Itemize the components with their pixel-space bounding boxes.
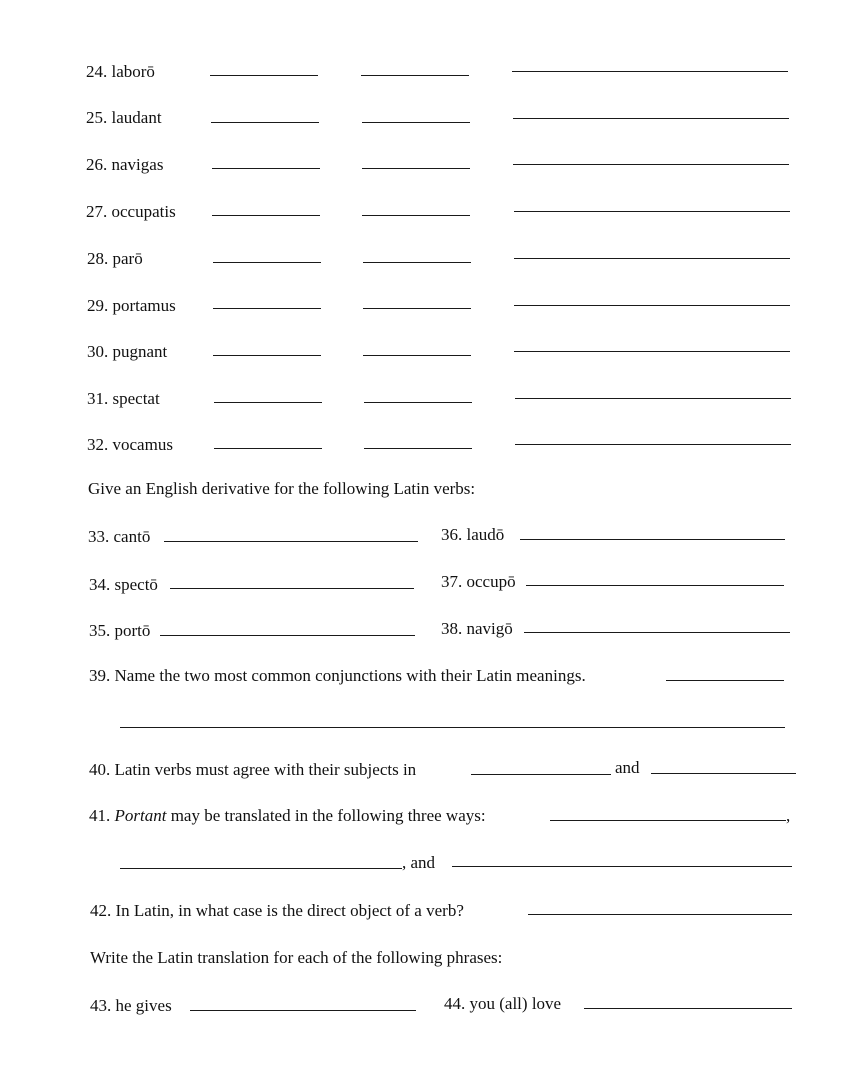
answer-blank[interactable] <box>213 308 321 309</box>
item-label: 38. navigō <box>441 619 513 638</box>
answer-blank[interactable] <box>212 168 320 169</box>
answer-blank[interactable] <box>120 727 785 728</box>
answer-blank[interactable] <box>364 402 472 403</box>
comma: , <box>786 806 791 825</box>
answer-blank[interactable] <box>514 258 790 259</box>
answer-blank[interactable] <box>514 351 790 352</box>
answer-blank[interactable] <box>452 866 792 867</box>
answer-blank[interactable] <box>584 1008 792 1009</box>
answer-blank[interactable] <box>520 539 785 540</box>
answer-blank[interactable] <box>550 820 786 821</box>
answer-blank[interactable] <box>526 585 784 586</box>
answer-blank[interactable] <box>362 215 470 216</box>
answer-blank[interactable] <box>515 398 791 399</box>
answer-blank[interactable] <box>213 355 321 356</box>
item-label: 31. spectat <box>87 389 160 408</box>
answer-blank[interactable] <box>514 305 790 306</box>
answer-blank[interactable] <box>363 308 471 309</box>
item-label: 27. occupatis <box>86 202 176 221</box>
item-label: 35. portō <box>89 621 151 640</box>
item-label: 25. laudant <box>86 108 162 127</box>
answer-blank[interactable] <box>214 448 322 449</box>
answer-blank[interactable] <box>362 168 470 169</box>
answer-blank[interactable] <box>513 118 789 119</box>
answer-blank[interactable] <box>120 868 402 869</box>
item-label: 34. spectō <box>89 575 158 594</box>
item-label: 44. you (all) love <box>444 994 562 1013</box>
answer-blank[interactable] <box>213 262 321 263</box>
answer-blank[interactable] <box>170 588 414 589</box>
answer-blank[interactable] <box>512 71 788 72</box>
answer-blank[interactable] <box>363 355 471 356</box>
item-label: 43. he gives <box>90 996 172 1015</box>
question-39: 39. Name the two most common conjunctions with their Latin meanings. <box>89 666 586 685</box>
answer-blank[interactable] <box>651 773 796 774</box>
answer-blank[interactable] <box>160 635 415 636</box>
answer-blank[interactable] <box>513 164 789 165</box>
and-text: and <box>615 758 640 777</box>
item-label: 29. portamus <box>87 296 176 315</box>
item-label: 36. laudō <box>441 525 505 544</box>
answer-blank[interactable] <box>164 541 418 542</box>
answer-blank[interactable] <box>364 448 472 449</box>
item-label: 37. occupō <box>441 572 516 591</box>
item-label: 26. navigas <box>86 155 164 174</box>
answer-blank[interactable] <box>210 75 318 76</box>
question-40: 40. Latin verbs must agree with their subjects in <box>89 760 417 779</box>
answer-blank[interactable] <box>515 444 791 445</box>
item-label: 33. cantō <box>88 527 151 546</box>
answer-blank[interactable] <box>212 215 320 216</box>
answer-blank[interactable] <box>190 1010 416 1011</box>
item-label: 32. vocamus <box>87 435 173 454</box>
section-heading: Give an English derivative for the following Latin verbs: <box>88 479 476 498</box>
question-42: 42. In Latin, in what case is the direct object of a verb? <box>90 901 464 920</box>
answer-blank[interactable] <box>361 75 469 76</box>
answer-blank[interactable] <box>524 632 790 633</box>
answer-blank[interactable] <box>214 402 322 403</box>
question-41: 41. Portant may be translated in the following three ways: <box>89 806 486 825</box>
answer-blank[interactable] <box>211 122 319 123</box>
answer-blank[interactable] <box>471 774 611 775</box>
and-text: , and <box>402 853 436 872</box>
answer-blank[interactable] <box>362 122 470 123</box>
item-label: 28. parō <box>87 249 143 268</box>
answer-blank[interactable] <box>528 914 792 915</box>
answer-blank[interactable] <box>514 211 790 212</box>
answer-blank[interactable] <box>666 680 784 681</box>
item-label: 24. laborō <box>86 62 155 81</box>
answer-blank[interactable] <box>363 262 471 263</box>
section-heading: Write the Latin translation for each of the following phrases: <box>90 948 503 967</box>
latin-word: Portant <box>114 806 167 825</box>
item-label: 30. pugnant <box>87 342 168 361</box>
